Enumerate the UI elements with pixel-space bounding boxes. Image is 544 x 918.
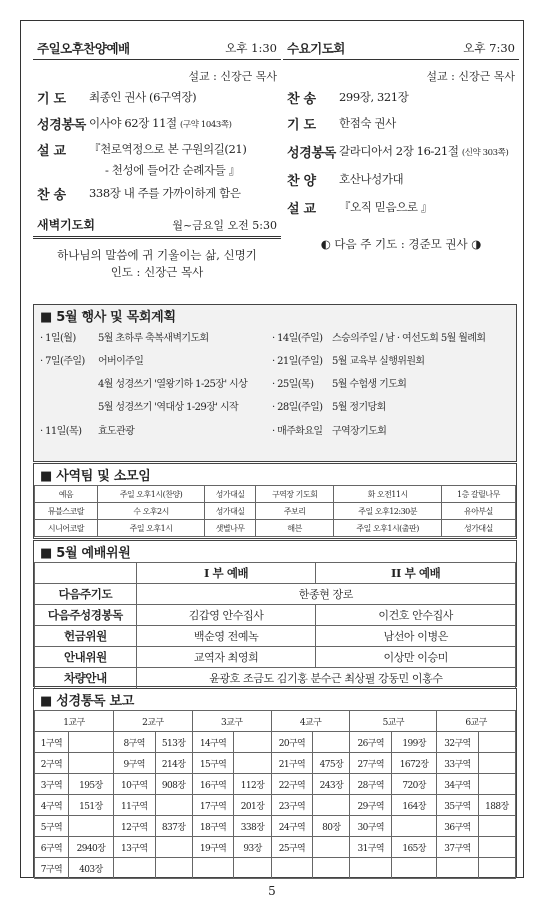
bible-cell: 33구역 — [437, 753, 479, 774]
bible-row — [35, 774, 516, 795]
afternoon-sermon: 설 교 『천로역정으로 본 구원의길(21) — [37, 142, 247, 159]
bible-cell: 22구역 — [271, 774, 313, 795]
afternoon-preacher: 설교 : 신장근 목사 — [188, 70, 277, 83]
committee-header-row: I 부 예배 II 부 예배 — [35, 563, 516, 584]
district-header: 5교구 — [350, 711, 437, 732]
bible-row — [35, 753, 516, 774]
bible-cell — [313, 858, 350, 879]
afternoon-sermon-subtitle: - 천성에 들어간 순례자들 』 — [105, 163, 240, 177]
bible-cell — [478, 732, 515, 753]
bible-cell: 201장 — [234, 795, 271, 816]
bible-cell — [68, 816, 113, 837]
bible-cell — [192, 858, 234, 879]
bible-cell: 214장 — [155, 753, 192, 774]
event-date: · 25일(목) — [272, 379, 314, 390]
team-cell: 성가대실 — [205, 503, 256, 520]
wednesday-service — [283, 21, 519, 252]
teams-title: ■ 사역팀 및 소모임 — [40, 469, 151, 484]
bible-cell: 8구역 — [113, 732, 155, 753]
district-header: 6교구 — [437, 711, 516, 732]
bible-cell: 188장 — [478, 795, 515, 816]
events-title: ■ 5월 행사 및 목회계획 — [40, 310, 176, 325]
bible-cell — [437, 858, 479, 879]
afternoon-time: 오후 1:30 — [225, 41, 277, 55]
bible-cell — [313, 837, 350, 858]
committee-row — [35, 668, 516, 689]
bible-cell: 1672장 — [392, 753, 437, 774]
bible-row — [35, 858, 516, 879]
bible-cell: 26구역 — [350, 732, 392, 753]
team-cell: 해븐 — [255, 520, 334, 537]
committee-names: 이상만 이승미 — [316, 647, 516, 668]
bible-cell: 6구역 — [35, 837, 69, 858]
event-item: 효도관광 — [98, 426, 135, 437]
team-row — [35, 503, 516, 520]
bulletin-page — [20, 20, 524, 878]
committee-names: 윤광호 조금도 김기홍 분수근 최상필 강동민 이홍수 — [136, 668, 515, 689]
wednesday-sermon: 설 교 『오직 믿음으로 』 — [287, 200, 432, 217]
district-header-row — [35, 711, 516, 732]
committee-title: ■ 5월 예배위원 — [40, 546, 131, 561]
service-order-area — [21, 21, 525, 297]
bible-cell — [478, 837, 515, 858]
bible-cell: 837장 — [155, 816, 192, 837]
bible-cell: 30구역 — [350, 816, 392, 837]
bible-cell: 164장 — [392, 795, 437, 816]
committee-row — [35, 605, 516, 626]
committee-row — [35, 647, 516, 668]
bible-cell: 37구역 — [437, 837, 479, 858]
team-row — [35, 520, 516, 537]
may-events-section — [33, 304, 517, 462]
bible-cell: 36구역 — [437, 816, 479, 837]
team-cell: 구역장 기도회 — [255, 486, 334, 503]
team-cell: 주일 오후1시(출판) — [334, 520, 441, 537]
bible-cell — [478, 774, 515, 795]
bible-cell: 14구역 — [192, 732, 234, 753]
bible-cell: 1구역 — [35, 732, 69, 753]
bible-cell — [113, 858, 155, 879]
bible-cell — [271, 858, 313, 879]
team-cell: 화 오전11시 — [334, 486, 441, 503]
afternoon-header — [33, 35, 281, 60]
bible-row — [35, 837, 516, 858]
committee-names: 교역자 최영희 — [136, 647, 316, 668]
event-item: 5월 정기당회 — [332, 402, 386, 413]
bible-cell: 2940장 — [68, 837, 113, 858]
district-header: 2교구 — [113, 711, 192, 732]
wednesday-time: 오후 7:30 — [463, 41, 515, 55]
dawn-motto: 하나님의 말씀에 귀 기울이는 삶, 신명기 인도 : 신장근 목사 — [57, 248, 257, 279]
committee-row — [35, 584, 516, 605]
district-header: 1교구 — [35, 711, 114, 732]
bible-cell: 27구역 — [350, 753, 392, 774]
event-item: 5월 수험생 기도회 — [332, 379, 407, 390]
dawn-prayer-header — [33, 212, 281, 239]
team-cell: 주일 오후12:30분 — [334, 503, 441, 520]
wednesday-hymn: 찬 송 299장, 321장 — [287, 90, 409, 107]
team-cell: 예음 — [35, 486, 98, 503]
bible-cell — [392, 858, 437, 879]
team-row — [35, 486, 516, 503]
committee-names: 남선아 이병은 — [316, 626, 516, 647]
bible-cell: 18구역 — [192, 816, 234, 837]
bible-cell: 20구역 — [271, 732, 313, 753]
bible-cell: 195장 — [68, 774, 113, 795]
committee-role: 차량안내 — [35, 668, 137, 689]
bible-cell: 15구역 — [192, 753, 234, 774]
team-cell: 성가대실 — [441, 520, 515, 537]
committee-role: 안내위원 — [35, 647, 137, 668]
event-date: · 7일(주일) — [40, 356, 85, 367]
bible-cell: 112장 — [234, 774, 271, 795]
event-date: · 1일(월) — [40, 333, 76, 344]
bible-cell — [392, 816, 437, 837]
bible-cell: 32구역 — [437, 732, 479, 753]
bible-cell: 151장 — [68, 795, 113, 816]
bible-cell — [234, 732, 271, 753]
bible-cell — [478, 816, 515, 837]
event-item: 스승의주일 / 남 · 여선도회 5월 월례회 — [332, 333, 486, 344]
bible-row — [35, 732, 516, 753]
bible-cell: 908장 — [155, 774, 192, 795]
district-header: 4교구 — [271, 711, 350, 732]
bible-cell: 475장 — [313, 753, 350, 774]
bible-cell — [155, 795, 192, 816]
event-date: · 14일(주일) — [272, 333, 323, 344]
teams-table — [34, 485, 516, 537]
dawn-title: 새벽기도회 — [37, 218, 95, 232]
event-item: 구역장기도회 — [332, 426, 387, 437]
bible-cell — [68, 732, 113, 753]
team-cell: 시니어코랄 — [35, 520, 98, 537]
bible-cell — [313, 732, 350, 753]
committee-role: 헌금위원 — [35, 626, 137, 647]
committee-row — [35, 626, 516, 647]
event-date: · 매주화요일 — [272, 426, 323, 437]
bible-cell: 34구역 — [437, 774, 479, 795]
page-number: 5 — [268, 884, 276, 898]
bible-cell: 24구역 — [271, 816, 313, 837]
wednesday-choir: 찬 양 호산나성가대 — [287, 172, 404, 189]
bible-cell: 513장 — [155, 732, 192, 753]
team-cell: 성가대실 — [205, 486, 256, 503]
next-week-prayer: ◐ 다음 주 기도 : 경준모 권사 ◑ — [320, 237, 482, 251]
bible-cell — [234, 858, 271, 879]
event-date: · 28일(주일) — [272, 402, 323, 413]
wednesday-reading: 성경봉독 갈라디아서 2장 16-21절 (신약 303쪽) — [287, 144, 509, 161]
bible-reading-section — [33, 688, 517, 878]
bible-cell: 3구역 — [35, 774, 69, 795]
committee-names: 이건호 안수집사 — [316, 605, 516, 626]
committee-role: 다음주성경봉독 — [35, 605, 137, 626]
bible-title: ■ 성경통독 보고 — [40, 694, 134, 709]
district-header: 3교구 — [192, 711, 271, 732]
bible-cell: 93장 — [234, 837, 271, 858]
committee-names: 한종현 장로 — [136, 584, 515, 605]
bible-cell: 11구역 — [113, 795, 155, 816]
bible-cell: 2구역 — [35, 753, 69, 774]
bible-cell: 31구역 — [350, 837, 392, 858]
bible-row — [35, 795, 516, 816]
bible-cell: 16구역 — [192, 774, 234, 795]
bible-cell: 29구역 — [350, 795, 392, 816]
afternoon-hymn: 찬 송 338장 내 주를 가까이하게 함은 — [37, 186, 241, 203]
bible-cell — [478, 858, 515, 879]
bible-cell — [234, 753, 271, 774]
event-date: · 21일(주일) — [272, 356, 323, 367]
bible-cell: 25구역 — [271, 837, 313, 858]
team-cell: 주보리 — [255, 503, 334, 520]
afternoon-title: 주일오후찬양예배 — [37, 41, 130, 56]
bible-table — [34, 710, 516, 879]
team-cell: 샛별나무 — [205, 520, 256, 537]
bible-cell: 28구역 — [350, 774, 392, 795]
bible-row — [35, 816, 516, 837]
bible-cell: 9구역 — [113, 753, 155, 774]
bible-cell — [155, 837, 192, 858]
event-date: · 11일(목) — [40, 426, 82, 437]
bible-cell: 403장 — [68, 858, 113, 879]
event-item: 5월 초하루 축복새벽기도회 — [98, 333, 209, 344]
worship-committee-section — [33, 540, 517, 687]
afternoon-prayer: 기 도 최종인 권사 (6구역장) — [37, 90, 197, 107]
bible-cell: 199장 — [392, 732, 437, 753]
bible-cell: 35구역 — [437, 795, 479, 816]
bible-cell: 80장 — [313, 816, 350, 837]
bible-cell — [350, 858, 392, 879]
event-item: 어버이주일 — [98, 356, 144, 367]
bible-cell — [478, 753, 515, 774]
dawn-time: 월~금요일 오전 5:30 — [172, 219, 277, 232]
bible-cell: 21구역 — [271, 753, 313, 774]
bible-cell: 17구역 — [192, 795, 234, 816]
bible-cell: 338장 — [234, 816, 271, 837]
afternoon-service — [33, 21, 281, 281]
wednesday-preacher: 설교 : 신장근 목사 — [426, 70, 515, 83]
bible-cell: 720장 — [392, 774, 437, 795]
bible-cell — [155, 858, 192, 879]
bible-cell: 165장 — [392, 837, 437, 858]
committee-role: 다음주기도 — [35, 584, 137, 605]
bible-cell: 19구역 — [192, 837, 234, 858]
bible-cell: 10구역 — [113, 774, 155, 795]
bible-cell — [313, 795, 350, 816]
wednesday-header — [283, 35, 519, 60]
ministry-teams-section — [33, 463, 517, 539]
bible-cell: 4구역 — [35, 795, 69, 816]
event-item: 5월 성경쓰기 '역대상 1-29장' 시작 — [98, 402, 239, 413]
event-item: 4월 성경쓰기 '열왕기하 1-25장' 시상 — [98, 379, 248, 390]
wednesday-prayer: 기 도 한점숙 권사 — [287, 116, 396, 133]
bible-cell: 23구역 — [271, 795, 313, 816]
afternoon-reading: 성경봉독 이사야 62장 11절 (구약 1043쪽) — [37, 116, 232, 133]
team-cell: 유아부실 — [441, 503, 515, 520]
committee-table — [34, 562, 516, 689]
wednesday-title: 수요기도회 — [287, 41, 345, 56]
bible-cell — [68, 753, 113, 774]
team-cell: 1층 갈릴나무 — [441, 486, 515, 503]
bible-cell: 13구역 — [113, 837, 155, 858]
event-item: 5월 교육부 실행위원회 — [332, 356, 425, 367]
bible-cell: 243장 — [313, 774, 350, 795]
team-cell: 주일 오후1시 — [97, 520, 204, 537]
team-cell: 수 오후2시 — [97, 503, 204, 520]
committee-names: 백순영 전예녹 — [136, 626, 316, 647]
team-cell: 주일 오후1시(찬양) — [97, 486, 204, 503]
bible-cell: 12구역 — [113, 816, 155, 837]
team-cell: 뮤블스코랄 — [35, 503, 98, 520]
committee-names: 김갑영 안수집사 — [136, 605, 316, 626]
bible-cell: 5구역 — [35, 816, 69, 837]
bible-cell: 7구역 — [35, 858, 69, 879]
